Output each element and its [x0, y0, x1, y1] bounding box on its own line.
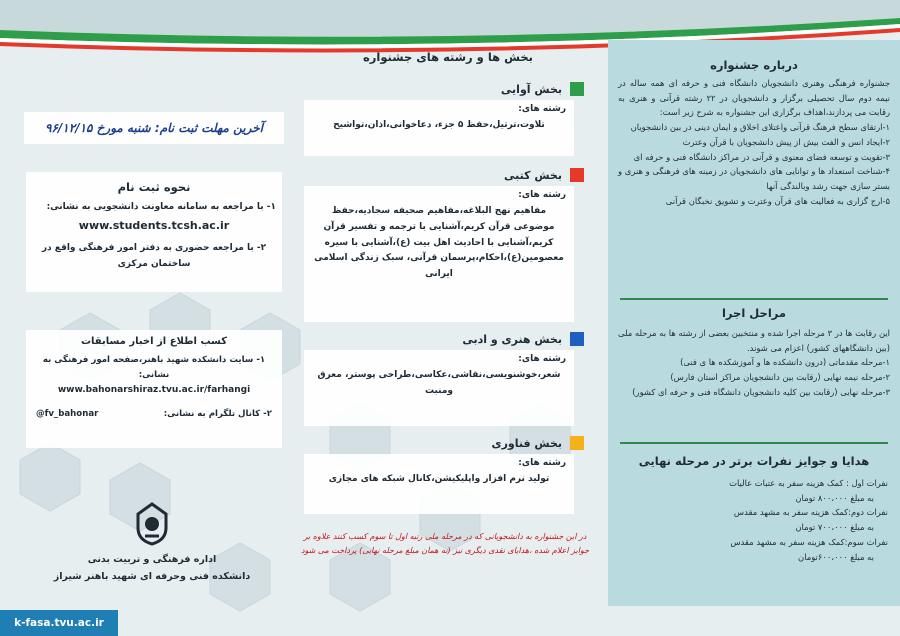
section-title: بخش هنری و ادبی	[462, 332, 562, 346]
cash-prize-note: در این جشنواره به دانشجویانی که در مرحله ملی رتبه اول تا سوم کسب کنند علاوه بر جوایز اعلام شده ،هدایای نقدی دیگری نیز (نه همان مبلغ مرحله نهایی) پرداخت می شود	[300, 532, 590, 555]
about-body	[618, 76, 890, 208]
blue-square-icon	[570, 332, 584, 346]
fields-text: شعر،خوشنویسی،نقاشی،عکاسی،طراحی پوستر، معرق ومنبت	[317, 370, 561, 396]
deadline-text: آخرین مهلت ثبت نام: شنبه مورخ ۹۶/۱۲/۱۵	[45, 121, 263, 135]
section-header-fanavari	[491, 436, 584, 450]
goal-item: ۲-ایجاد انس و الفت بیش از پیش دانشجویان با قرآن وعترت	[682, 136, 890, 147]
divider	[620, 442, 888, 444]
news-item2-row	[26, 399, 282, 419]
news-site-link[interactable]: www.bahonarshiraz.tvu.ac.ir/farhangi	[57, 385, 251, 396]
stage-item: ۱-مرحله مقدماتی (درون دانشکده ها و آموزشکده ها ی فنی)	[680, 357, 890, 368]
section-title: بخش کتبی	[504, 168, 562, 182]
section-card-fanavari	[304, 454, 574, 514]
stages-body	[618, 326, 890, 400]
section-header-avaei	[501, 82, 584, 96]
prizes-title: هدایا و جوایز نفرات برتر در مرحله نهایی	[638, 454, 870, 468]
section-card-avaei	[304, 100, 574, 156]
right-column	[608, 40, 900, 606]
about-intro: جشنواره فرهنگی وهنری دانشجویان دانشگاه فنی و حرفه ای همه ساله در نیمه دوم سال تحصیلی برگزار و دانشجویان در ۲۲ رشته قرآنی و هنری به رقابت می پردازند،اهداف برگزاری این جشنواره به شرح زیر است:	[618, 78, 890, 118]
stage-item: ۳-مرحله نهایی (رقابت بین کلیه دانشجویان دانشگاه فنی و حرفه ای کشور)	[632, 386, 890, 397]
green-square-icon	[570, 82, 584, 96]
goal-item: ۳-تقویت و توسعه فضای معنوی و قرآنی در مراکز دانشگاه فنی و حرفه ای	[633, 151, 890, 162]
prize-line: نفرات سوم:کمک هزینه سفر به مشهد مقدس	[730, 536, 888, 547]
fields-text: مفاهیم نهج البلاغه،مفاهیم صحیفه سجادیه،حفظ موضوعی قرآن کریم،آشنایی با ترجمه و تفسیر قرآن کریم،آشنایی با احادیث اهل بیت (ع)،آشنایی با سیره معصومین(ع)،احکام،پرسمان قرآنی، سبک زندگی اسلامی ایرانی	[314, 206, 564, 279]
registration-step2: ۲- با مراجعه حضوری به دفتر امور فرهنگی واقع در ساختمان مرکزی	[41, 243, 267, 269]
stages-title: مراحل اجرا	[721, 306, 787, 320]
logo-line1: اداره فرهنگی و تربیت بدنی	[87, 554, 217, 565]
prize-line: نفرات دوم:کمک هزینه سفر به مشهد مقدس	[733, 507, 888, 518]
fields-label: رشته های:	[518, 190, 566, 200]
news-item2: ۲- کانال تلگرام به نشانی:	[163, 408, 272, 419]
news-card	[26, 330, 282, 448]
telegram-handle-link[interactable]: @fv_bahonar	[36, 408, 99, 419]
section-card-honari	[304, 350, 574, 426]
deadline-card	[24, 112, 284, 144]
registration-step1: ۱- با مراجعه به سامانه معاونت دانشجویی به نشانی:	[46, 202, 276, 212]
prize-amount: به مبلغ ۸۰۰،۰۰۰ تومان	[795, 492, 874, 503]
logo-block	[8, 502, 296, 585]
fields-text: تلاوت،ترتیل،حفظ ۵ جزء، دعاخوانی،اذان،تواشیح	[333, 120, 545, 130]
fields-text: تولید نرم افزار واپلیکیشن،کانال شبکه های مجازی	[328, 474, 550, 484]
section-header-katbi	[504, 168, 584, 182]
red-square-icon	[570, 168, 584, 182]
sections-title: بخش ها و رشته های جشنواره	[363, 50, 533, 64]
news-title: کسب اطلاع از اخبار مسابقات	[80, 336, 228, 347]
about-title: درباره جشنواره	[710, 58, 798, 72]
goal-item: ۱-ارتقای سطح فرهنگ قرآنی واعتلای اخلاق و ایمان دینی در بین دانشجویان	[630, 122, 890, 133]
section-header-honari	[462, 332, 584, 346]
stages-intro: این رقابت ها در ۳ مرحله اجرا شده و منتخبین بعضی از رشته ها به مرحله ملی (بین دانشگاههای کشور) اعزام می شوند.	[618, 328, 890, 353]
fields-label: رشته های:	[518, 458, 566, 468]
prizes-body	[618, 476, 888, 564]
section-card-katbi	[304, 186, 574, 322]
goal-item: ۴-شناخت استعداد ها و توانایی های دانشجویان در زمینه های فرهنگی و هنری و بستر سازی جهت رشد وبالندگی آنها	[618, 166, 890, 191]
section-title: بخش آوایی	[500, 82, 562, 96]
fields-label: رشته های:	[518, 354, 566, 364]
middle-column	[300, 40, 596, 600]
fields-label: رشته های:	[518, 104, 566, 114]
prize-amount: به مبلغ ۶۰۰،۰۰۰تومان	[798, 551, 874, 562]
news-item1: ۱- سایت دانشکده شهید باهنر،صفحه امور فرهنگی به نشانی:	[42, 355, 266, 381]
stage-item: ۲-مرحله نیمه نهایی (رقابت بین دانشجویان مراکز استان فارس)	[670, 372, 890, 383]
footer-url-link[interactable]: k-fasa.tvu.ac.ir	[0, 610, 118, 636]
yellow-square-icon	[570, 436, 584, 450]
registration-url-link[interactable]: www.students.tcsh.ac.ir	[78, 218, 230, 232]
section-title: بخش فناوری	[491, 436, 562, 450]
registration-title: نحوه ثبت نام	[117, 180, 191, 194]
logo-line2: دانشکده فنی وحرفه ای شهید باهنر شیراز	[53, 570, 251, 582]
university-logo-icon	[132, 502, 172, 546]
prize-amount: به مبلغ ۷۰۰،۰۰۰ تومان	[795, 522, 874, 533]
registration-card	[26, 172, 282, 292]
goal-item: ۵-ارج گزاری به فعالیت های قرآن وعترت و تشویق نخبگان قرآنی	[665, 195, 890, 206]
divider	[620, 298, 888, 300]
left-column	[8, 40, 296, 600]
prize-line: نفرات اول : کمک هزینه سفر به عتبات عالیات	[729, 478, 888, 488]
